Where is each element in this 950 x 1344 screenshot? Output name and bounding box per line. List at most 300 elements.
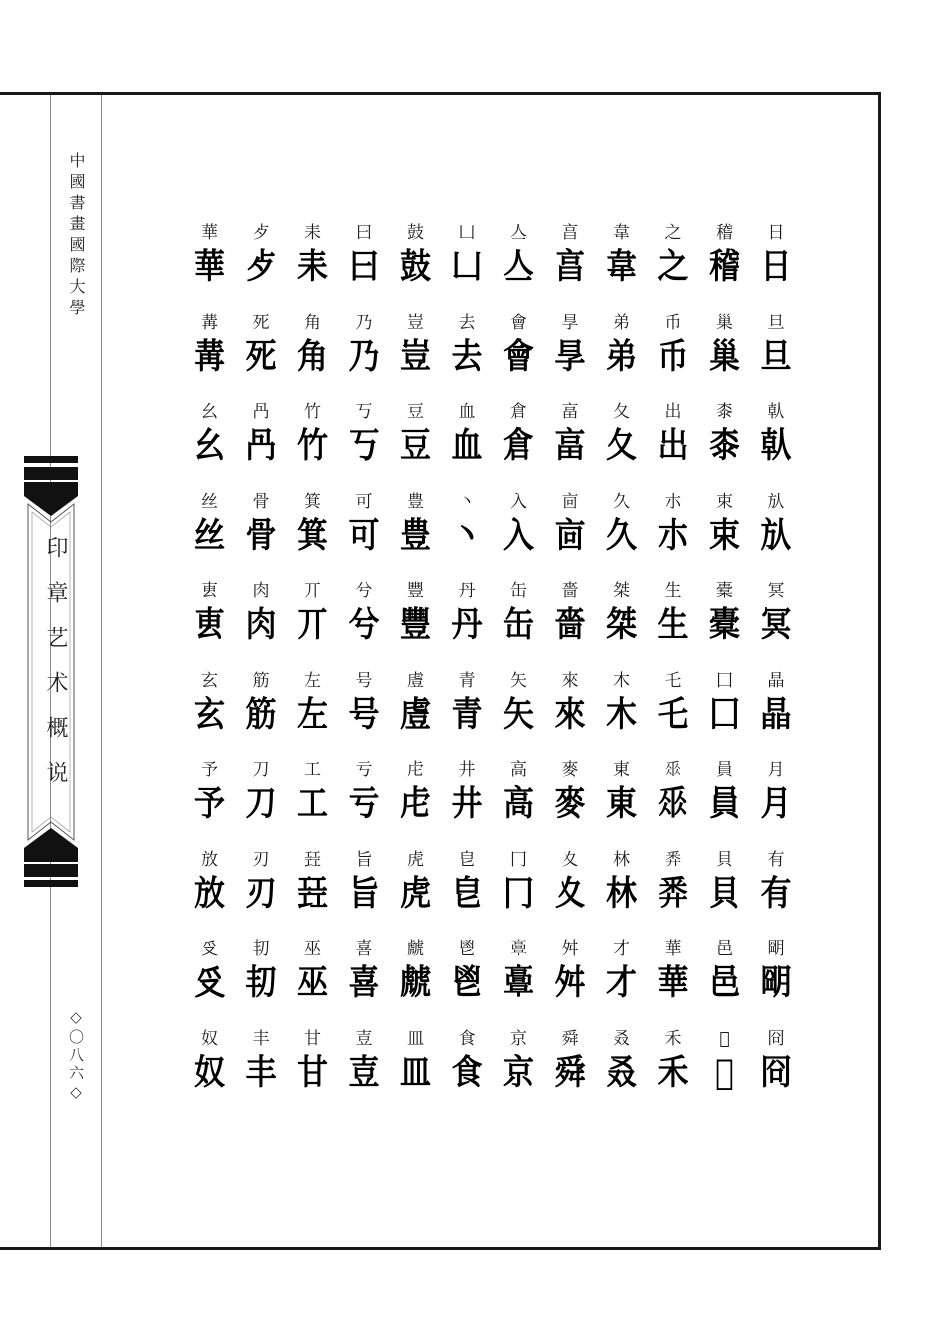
glyph-entry [495, 312, 543, 400]
seal-script-glyph: 豊 [400, 515, 431, 556]
seal-script-glyph: 有 [760, 873, 792, 914]
glyph-entry [443, 849, 491, 937]
regular-script-label: 丰 [252, 1028, 270, 1049]
seal-script-glyph: 華 [194, 246, 225, 288]
regular-script-label: 冎 [252, 402, 270, 422]
glyph-entry [701, 849, 749, 937]
glyph-entry [495, 849, 543, 937]
glyph-entry [443, 222, 491, 310]
glyph-entry [340, 401, 388, 489]
glyph-entry [649, 222, 697, 310]
regular-script-label: 橐 [716, 581, 733, 601]
regular-script-label: 高 [510, 760, 527, 780]
seal-script-glyph: 兮 [348, 604, 380, 646]
glyph-entry [289, 222, 337, 310]
glyph-entry [598, 759, 646, 847]
seal-script-glyph: 㓞 [245, 962, 277, 1004]
regular-script-label: 舜 [561, 1028, 579, 1049]
regular-script-label: 㫃 [767, 491, 785, 512]
glyph-entry [392, 670, 440, 758]
seal-script-glyph: 東 [606, 783, 637, 825]
seal-script-glyph: 可 [348, 515, 380, 556]
regular-script-label: 倉 [510, 402, 527, 422]
seal-script-glyph: 丹 [451, 604, 483, 646]
regular-script-label: 凵 [458, 223, 476, 243]
glyph-entry [186, 938, 234, 1026]
seal-script-glyph: 月 [760, 783, 792, 825]
regular-script-label: 束 [716, 491, 733, 512]
glyph-entry [340, 1028, 388, 1116]
glyph-entry [598, 1028, 646, 1116]
seal-script-glyph: 豈 [400, 336, 431, 377]
regular-script-label: 㓞 [252, 939, 270, 959]
glyph-entry [701, 222, 749, 310]
seal-script-glyph: 旦 [760, 336, 792, 377]
seal-script-glyph: 晶 [760, 694, 792, 735]
seal-script-glyph: 稽 [709, 246, 740, 288]
glyph-entry [598, 491, 646, 579]
glyph-entry [546, 1028, 594, 1116]
regular-script-label: 晶 [767, 670, 785, 691]
seal-script-glyph: 丂 [348, 425, 380, 467]
regular-script-label: 虎 [407, 849, 424, 870]
regular-script-label: 左 [304, 670, 321, 691]
regular-script-label: 喜 [355, 939, 373, 959]
ornament-band-bottom-thick [24, 864, 78, 877]
glyph-entry [546, 401, 594, 489]
book-title: 印章艺术概说 [43, 536, 68, 806]
seal-script-glyph: 舜 [554, 1052, 586, 1093]
regular-script-label: 丝 [201, 491, 218, 512]
seal-script-glyph: 左 [297, 694, 328, 735]
seal-script-glyph: 皀 [451, 873, 483, 914]
glyph-entry [289, 849, 337, 937]
regular-script-label: 冏 [767, 1028, 785, 1049]
glyph-entry [752, 222, 800, 310]
regular-script-label: 幺 [201, 402, 218, 422]
regular-script-label: 亼 [510, 223, 527, 243]
seal-script-glyph: 缶 [503, 604, 534, 646]
glyph-entry [649, 849, 697, 937]
glyph-entry [598, 401, 646, 489]
glyph-entry [546, 580, 594, 668]
seal-script-glyph: 歺 [245, 246, 277, 288]
glyph-entry [546, 312, 594, 400]
regular-script-label: 倝 [767, 402, 785, 422]
regular-script-label: 丶 [458, 491, 476, 512]
seal-script-glyph: 叀 [194, 604, 225, 646]
glyph-entry [392, 491, 440, 579]
seal-script-glyph: 木 [606, 694, 637, 735]
glyph-entry [392, 1028, 440, 1116]
seal-script-glyph: 華 [657, 962, 689, 1004]
seal-script-glyph: 畗 [554, 425, 586, 467]
seal-script-glyph: 鬯 [451, 962, 483, 1004]
seal-script-glyph: 囗 [709, 694, 740, 735]
glyph-entry [237, 491, 285, 579]
regular-script-label: 豊 [407, 491, 424, 512]
regular-script-label: 予 [201, 760, 218, 780]
regular-script-label: 𠂹 [664, 760, 682, 780]
glyph-entry [752, 670, 800, 758]
glyph-entry [340, 938, 388, 1026]
seal-script-glyph: 久 [606, 515, 637, 556]
seal-script-glyph: 血 [451, 425, 483, 467]
regular-script-label: 東 [613, 760, 630, 780]
regular-script-label: 肉 [252, 581, 270, 601]
glyph-entry [495, 580, 543, 668]
glyph-entry [546, 222, 594, 310]
seal-script-glyph: 丌 [297, 604, 328, 646]
regular-script-label: 京 [510, 1028, 527, 1049]
regular-script-label: 才 [613, 939, 630, 959]
glyph-entry [598, 580, 646, 668]
seal-script-glyph: 乃 [348, 336, 380, 377]
glyph-entry [649, 401, 697, 489]
regular-script-label: 皀 [458, 849, 476, 870]
regular-script-label: 華 [664, 939, 682, 959]
seal-script-glyph: 桼 [709, 425, 740, 467]
glyph-entry [701, 670, 749, 758]
glyph-entry [546, 759, 594, 847]
regular-script-label: 壴 [355, 1028, 373, 1049]
regular-script-label: 竹 [304, 402, 321, 422]
regular-script-label: 林 [613, 849, 630, 870]
regular-script-label: 冓 [201, 312, 218, 333]
regular-script-label: 華 [201, 223, 218, 243]
seal-script-glyph: 叒 [606, 1052, 637, 1093]
glyph-entry [546, 938, 594, 1026]
glyph-entry [392, 849, 440, 937]
seal-script-glyph: 去 [451, 336, 483, 377]
seal-script-glyph: 亏 [348, 783, 380, 825]
glyph-entry [237, 401, 285, 489]
seal-script-glyph: 入 [503, 515, 534, 556]
regular-script-label: 桀 [613, 581, 630, 601]
regular-script-label: 朩 [664, 491, 682, 512]
regular-script-label: 禾 [664, 1028, 682, 1049]
seal-script-glyph: 日 [760, 246, 792, 288]
seal-script-glyph: 嗇 [554, 604, 586, 646]
glyph-entry [340, 491, 388, 579]
seal-script-glyph: 予 [194, 783, 225, 825]
seal-script-character-table [190, 222, 800, 1142]
ornament-band-top [24, 456, 78, 463]
regular-script-label: 缶 [510, 581, 527, 601]
glyph-entry [701, 580, 749, 668]
seal-script-glyph: 倉 [503, 425, 534, 467]
seal-script-glyph: 䖒 [400, 694, 431, 735]
seal-script-glyph: 工 [297, 783, 328, 825]
glyph-entry [392, 401, 440, 489]
seal-script-glyph: 皿 [400, 1052, 431, 1093]
glyph-entry [649, 1028, 697, 1116]
regular-script-label: 夂 [613, 402, 630, 422]
regular-script-label: 冥 [767, 581, 785, 601]
regular-script-label: 去 [458, 312, 476, 333]
seal-script-glyph: 亯 [554, 246, 586, 288]
regular-script-label: 乇 [664, 670, 682, 691]
glyph-entry [237, 670, 285, 758]
regular-script-label: 囗 [716, 670, 733, 691]
seal-script-glyph: 朩 [657, 515, 689, 556]
glyph-entry [443, 670, 491, 758]
glyph-entry [649, 670, 697, 758]
seal-script-glyph: 之 [657, 246, 689, 288]
glyph-entry [495, 670, 543, 758]
glyph-entry [701, 312, 749, 400]
seal-script-glyph: 橐 [709, 604, 740, 646]
regular-script-label: 𨛜 [719, 1028, 730, 1049]
seal-script-glyph: 喜 [348, 962, 380, 1004]
regular-script-label: 𢍏 [664, 849, 682, 870]
seal-script-glyph: 鼓 [400, 246, 431, 288]
regular-script-label: 工 [304, 760, 321, 780]
regular-script-label: 虤 [407, 939, 424, 959]
glyph-entry [340, 580, 388, 668]
seal-script-glyph: 放 [194, 873, 225, 914]
seal-script-glyph: 𠂹 [657, 783, 689, 825]
regular-script-label: 叒 [613, 1028, 630, 1049]
regular-script-label: 夊 [561, 849, 579, 870]
glyph-entry [752, 491, 800, 579]
seal-script-glyph: 矢 [503, 694, 534, 735]
glyph-entry [546, 670, 594, 758]
glyph-entry [289, 401, 337, 489]
glyph-entry [752, 580, 800, 668]
glyph-entry [701, 401, 749, 489]
regular-script-label: 㐭 [561, 491, 579, 512]
regular-script-label: 筋 [252, 670, 270, 691]
regular-script-label: 嗇 [561, 581, 579, 601]
glyph-entry [752, 759, 800, 847]
seal-script-glyph: 生 [657, 604, 689, 646]
glyph-entry [752, 401, 800, 489]
regular-script-label: 𠬪 [201, 939, 218, 959]
seal-script-glyph: 朙 [760, 962, 792, 1004]
ornament-band-top-thick [24, 467, 78, 480]
regular-script-label: 虍 [407, 760, 424, 780]
glyph-entry [649, 312, 697, 400]
glyph-entry [237, 759, 285, 847]
glyph-entry [649, 491, 697, 579]
glyph-entry [598, 670, 646, 758]
glyph-entry [186, 312, 234, 400]
seal-script-glyph: 号 [348, 694, 380, 735]
seal-script-glyph: 禾 [657, 1052, 689, 1093]
seal-script-glyph: 虤 [400, 962, 431, 1004]
regular-script-label: 木 [613, 670, 630, 691]
regular-script-label: 矢 [510, 670, 527, 691]
seal-script-glyph: 豐 [400, 604, 431, 646]
regular-script-label: 㫗 [561, 312, 579, 333]
glyph-entry [289, 1028, 337, 1116]
seal-script-glyph: 筋 [245, 694, 277, 735]
regular-script-label: 日 [767, 223, 785, 243]
regular-script-label: 骨 [252, 491, 270, 512]
glyph-entry [186, 759, 234, 847]
seal-script-glyph: 丶 [451, 515, 483, 556]
glyph-entry [392, 938, 440, 1026]
seal-script-glyph: 丝 [194, 515, 225, 556]
regular-script-label: 食 [458, 1028, 476, 1049]
regular-script-label: 入 [510, 491, 527, 512]
regular-script-label: 㠭 [304, 849, 321, 870]
glyph-entry [495, 222, 543, 310]
seal-script-glyph: 骨 [245, 515, 277, 556]
regular-script-label: 旦 [767, 312, 785, 333]
regular-script-label: 來 [561, 670, 579, 691]
glyph-entry [752, 312, 800, 400]
seal-script-glyph: 虎 [400, 873, 431, 914]
regular-script-label: 稽 [716, 223, 733, 243]
seal-script-glyph: 京 [503, 1052, 534, 1093]
glyph-entry [186, 580, 234, 668]
glyph-entry [237, 222, 285, 310]
seal-script-glyph: 貝 [709, 873, 740, 914]
glyph-entry [237, 938, 285, 1026]
glyph-entry [546, 849, 594, 937]
glyph-entry [495, 1028, 543, 1116]
regular-script-label: 之 [664, 223, 682, 243]
seal-script-glyph: 幺 [194, 425, 225, 467]
seal-script-glyph: 死 [245, 336, 277, 377]
seal-script-glyph: 來 [554, 694, 586, 735]
page-number: ◇〇八六◇ [67, 1008, 85, 1104]
glyph-entry [752, 1028, 800, 1116]
seal-script-glyph: 乇 [657, 694, 689, 735]
regular-script-label: 血 [458, 402, 476, 422]
glyph-entry [598, 938, 646, 1026]
regular-script-label: 豈 [407, 312, 424, 333]
glyph-entry [443, 938, 491, 1026]
glyph-entry [289, 491, 337, 579]
glyph-entry [443, 491, 491, 579]
regular-script-label: 井 [458, 760, 476, 780]
glyph-entry [495, 401, 543, 489]
seal-script-glyph: 虍 [400, 783, 431, 825]
regular-script-label: 畗 [561, 402, 579, 422]
seal-script-glyph: 才 [606, 962, 637, 1004]
regular-script-label: 豐 [407, 581, 424, 601]
seal-script-glyph: 冏 [760, 1052, 792, 1093]
regular-script-label: 刀 [252, 760, 270, 780]
glyph-entry [186, 222, 234, 310]
seal-script-glyph: 㐭 [554, 515, 586, 556]
seal-script-glyph: 倝 [760, 425, 792, 467]
seal-script-glyph: 巢 [709, 336, 740, 377]
glyph-entry [186, 849, 234, 937]
glyph-entry [598, 849, 646, 937]
glyph-entry [237, 849, 285, 937]
regular-script-label: 有 [767, 849, 785, 870]
regular-script-label: 久 [613, 491, 630, 512]
glyph-entry [443, 580, 491, 668]
seal-script-glyph: 桀 [606, 604, 637, 646]
regular-script-label: 死 [252, 312, 270, 333]
regular-script-label: 丂 [355, 402, 373, 422]
seal-script-glyph: 巫 [297, 962, 328, 1004]
seal-script-glyph: 亼 [503, 246, 534, 288]
regular-script-label: 鬯 [458, 939, 476, 959]
seal-script-glyph: 旨 [348, 873, 380, 914]
regular-script-label: 奴 [201, 1028, 218, 1049]
regular-script-label: 鼓 [407, 223, 424, 243]
regular-script-label: 巢 [716, 312, 733, 333]
glyph-entry [340, 312, 388, 400]
glyph-entry [701, 759, 749, 847]
regular-script-label: 員 [716, 760, 733, 780]
seal-script-glyph: 𩫏 [503, 962, 534, 1004]
seal-script-glyph: 冓 [194, 336, 225, 377]
regular-script-label: 韋 [613, 223, 630, 243]
glyph-entry [186, 401, 234, 489]
glyph-entry [443, 401, 491, 489]
glyph-entry [237, 312, 285, 400]
regular-script-label: 乃 [355, 312, 373, 333]
glyph-entry [649, 938, 697, 1026]
regular-script-label: 亏 [355, 760, 373, 780]
regular-script-label: 皿 [407, 1028, 424, 1049]
regular-script-label: 麥 [561, 760, 579, 780]
regular-script-label: 歺 [252, 223, 270, 243]
glyph-entry [340, 670, 388, 758]
seal-script-glyph: 冥 [760, 604, 792, 646]
seal-script-glyph: 凵 [451, 246, 483, 288]
seal-script-glyph: 肉 [245, 604, 277, 646]
seal-script-glyph: 𠬪 [194, 962, 225, 1004]
seal-script-glyph: 奴 [194, 1052, 225, 1093]
regular-script-label: 号 [355, 670, 373, 691]
regular-script-label: 朙 [767, 939, 785, 959]
seal-script-glyph: 曰 [348, 246, 380, 288]
regular-script-label: 貝 [716, 849, 733, 870]
glyph-entry [701, 1028, 749, 1116]
glyph-entry [340, 849, 388, 937]
regular-script-label: 丌 [304, 581, 321, 601]
regular-script-label: 兮 [355, 581, 373, 601]
seal-script-glyph: 刃 [245, 873, 277, 914]
seal-script-glyph: 豆 [400, 425, 431, 467]
seal-script-glyph: 舛 [554, 962, 586, 1004]
glyph-entry [495, 491, 543, 579]
glyph-entry [392, 312, 440, 400]
regular-script-label: 巫 [304, 939, 321, 959]
seal-script-glyph: 刀 [245, 783, 277, 825]
regular-script-label: 弟 [613, 312, 630, 333]
regular-script-label: 月 [767, 760, 785, 780]
glyph-entry [237, 1028, 285, 1116]
glyph-entry [649, 759, 697, 847]
glyph-entry [392, 222, 440, 310]
seal-script-glyph: 冎 [245, 425, 277, 467]
regular-script-label: 曰 [355, 223, 373, 243]
regular-script-label: 𩫏 [510, 939, 527, 959]
seal-script-glyph: 夂 [606, 425, 637, 467]
glyph-entry [340, 222, 388, 310]
seal-script-glyph: 束 [709, 515, 740, 556]
regular-script-label: 會 [510, 312, 527, 333]
regular-script-label: 邑 [716, 939, 733, 959]
regular-script-label: 丹 [458, 581, 476, 601]
seal-script-glyph: 韋 [606, 246, 637, 288]
seal-script-glyph: 林 [606, 873, 637, 914]
regular-script-label: 出 [664, 402, 682, 422]
seal-script-glyph: 币 [657, 336, 689, 377]
seal-script-glyph: 出 [657, 425, 689, 467]
regular-script-label: 叀 [201, 581, 218, 601]
seal-script-glyph: 耒 [297, 246, 328, 288]
